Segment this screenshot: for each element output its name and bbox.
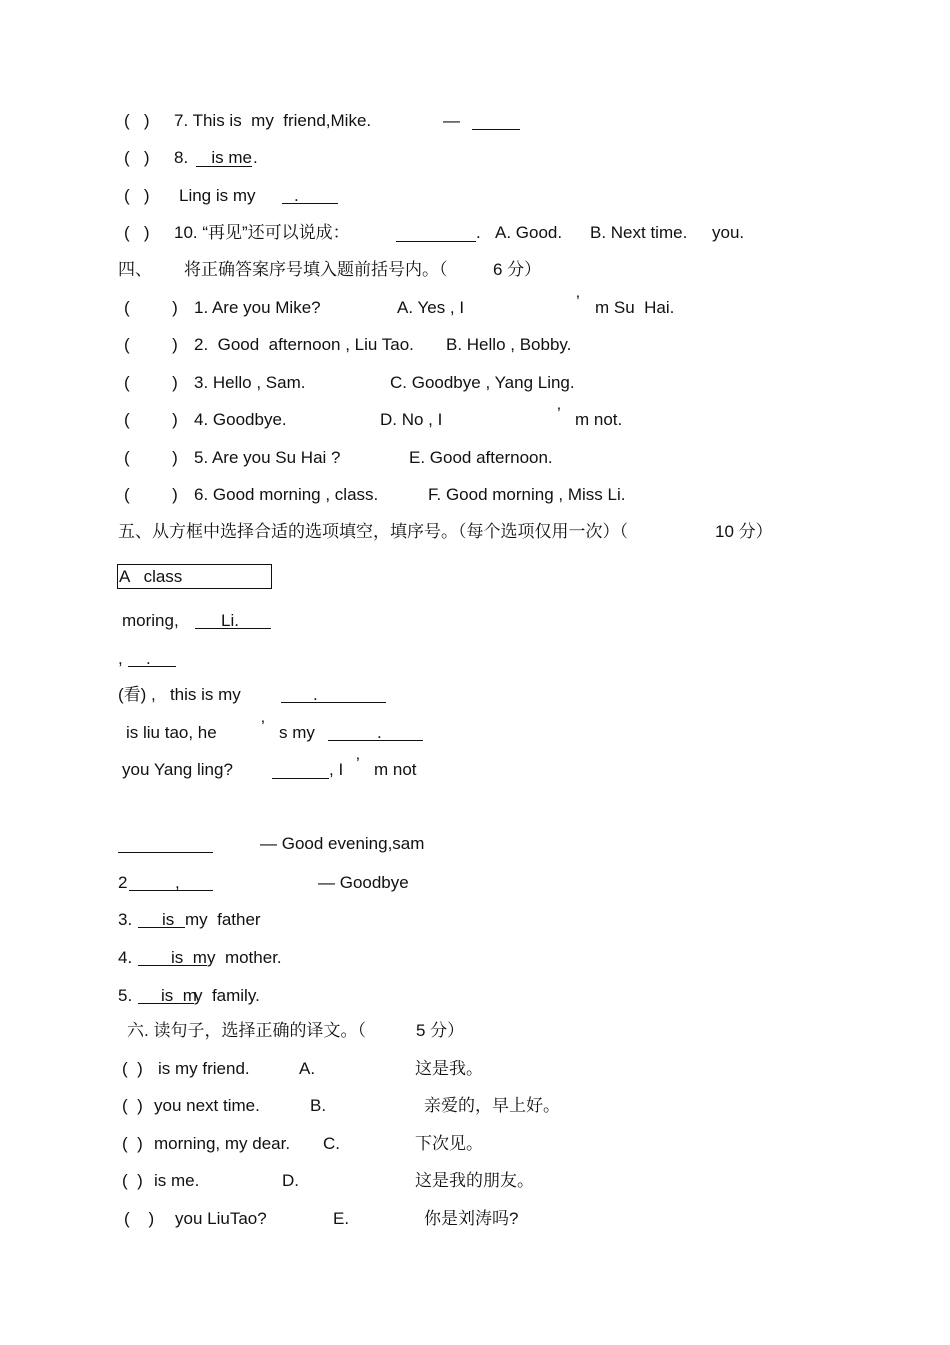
dialog-reply: — Goodbye (318, 873, 409, 892)
question-text: 7. This is my friend,Mike. (174, 111, 372, 130)
question-number: 8. (174, 148, 189, 167)
option-text: C. Goodbye , Yang Ling. (390, 373, 575, 392)
answer-blank[interactable]: is (138, 910, 185, 928)
section-instruction: 五、从方框中选择合适的选项填空，填序号。（每个选项仅用一次）（ (118, 522, 628, 541)
item-number: 3. (118, 910, 133, 929)
dialog-reply: — Good evening,sam (260, 834, 425, 853)
box-option-a: A class (119, 567, 183, 586)
option-a: A. Good. (495, 223, 563, 242)
section-instruction: 将正确答案序号填入题前括号内。（ (184, 260, 448, 279)
question-text: 2. Good afternoon , Liu Tao. (194, 335, 414, 354)
answer-blank[interactable]: Li. (195, 611, 271, 629)
chinese-translation: 亲爱的，早上好。 (424, 1096, 560, 1115)
answer-blank[interactable]: . (282, 186, 338, 204)
answer-blank[interactable]: . (128, 649, 176, 667)
option-letter: B. (310, 1096, 327, 1115)
line-text: s my (279, 723, 315, 742)
answer-paren[interactable]: ( ) (124, 410, 178, 429)
option-tail: m Su Hai. (595, 298, 675, 317)
item-number: 5. (118, 986, 133, 1005)
question-text: 6. Good morning , class. (194, 485, 379, 504)
english-sentence: you LiuTao? (175, 1209, 267, 1228)
question-text: 5. Are you Su Hai ? (194, 448, 341, 467)
line-text: , I (329, 760, 344, 779)
chinese-translation: 这是我的朋友。 (415, 1171, 534, 1190)
answer-blank[interactable]: is m (138, 986, 194, 1004)
answer-paren: ( ) (124, 223, 150, 242)
option-letter: D. (282, 1171, 299, 1190)
apostrophe: ’ (557, 404, 561, 423)
line-text: moring, (122, 611, 179, 630)
answer-paren[interactable]: ( ) (124, 1209, 155, 1228)
question-text: 4. Goodbye. (194, 410, 287, 429)
line-text: y family. (194, 986, 260, 1005)
english-sentence: is my friend. (158, 1059, 250, 1078)
option-letter: E. (333, 1209, 350, 1228)
option-text: B. Hello , Bobby. (446, 335, 572, 354)
answer-paren[interactable]: ( ) (124, 373, 178, 392)
section-score: 10 分） (715, 522, 773, 541)
answer-blank[interactable] (472, 111, 520, 130)
answer-paren: ( ) (124, 111, 150, 130)
option-box (117, 564, 272, 589)
answer-blank[interactable]: is me (196, 148, 252, 167)
section-score: 6 分） (493, 260, 542, 279)
answer-blank[interactable] (118, 834, 213, 853)
option-text: A. Yes , I (397, 298, 465, 317)
chinese-translation: 你是刘涛吗? (424, 1209, 519, 1228)
english-sentence: you next time. (154, 1096, 260, 1115)
option-letter: A. (299, 1059, 316, 1078)
answer-blank[interactable] (396, 223, 476, 242)
item-number: 4. (118, 948, 133, 967)
answer-paren[interactable]: ( ) (124, 335, 178, 354)
option-c: you. (712, 223, 745, 242)
answer-blank[interactable]: , (129, 873, 213, 891)
english-sentence: is me. (154, 1171, 200, 1190)
period: . (253, 148, 258, 167)
line-text: you Yang ling? (122, 760, 233, 779)
section-number: 四、 (118, 260, 152, 279)
english-sentence: morning, my dear. (154, 1134, 291, 1153)
line-text: my father (185, 910, 261, 929)
question-text: Ling is my (179, 186, 256, 205)
option-text: D. No , I (380, 410, 443, 429)
dash: — (443, 111, 460, 130)
section-score: 5 分） (416, 1021, 465, 1040)
answer-paren[interactable]: ( ) (124, 298, 178, 317)
line-text: y mother. (207, 948, 282, 967)
line-text: , (118, 649, 123, 668)
item-number: 2 (118, 873, 128, 892)
option-text: E. Good afternoon. (409, 448, 553, 467)
answer-blank[interactable]: . (328, 723, 423, 741)
line-text: is liu tao, he (126, 723, 217, 742)
section-instruction: 六. 读句子，选择正确的译文。（ (127, 1021, 366, 1040)
question-text: 10. “再见”还可以说成： (174, 223, 350, 242)
option-tail: m not. (575, 410, 623, 429)
chinese-translation: 这是我。 (415, 1059, 483, 1078)
chinese-translation: 下次见。 (415, 1134, 483, 1153)
question-text: 1. Are you Mike? (194, 298, 321, 317)
answer-paren: ( ) (124, 186, 150, 205)
answer-paren[interactable]: ( ) (122, 1059, 143, 1078)
answer-paren[interactable]: ( ) (122, 1134, 143, 1153)
line-text: m not (374, 760, 417, 779)
option-letter: C. (323, 1134, 340, 1153)
question-text: 3. Hello , Sam. (194, 373, 306, 392)
apostrophe: ’ (261, 717, 265, 736)
line-text: (看) , this is my (118, 685, 241, 704)
option-b: B. Next time. (590, 223, 688, 242)
answer-blank[interactable]: . (281, 685, 386, 703)
apostrophe: ’ (356, 754, 360, 773)
option-text: F. Good morning , Miss Li. (428, 485, 626, 504)
answer-paren[interactable]: ( ) (122, 1096, 143, 1115)
answer-paren[interactable]: ( ) (122, 1171, 143, 1190)
apostrophe: ’ (576, 292, 580, 311)
answer-paren[interactable]: ( ) (124, 485, 178, 504)
answer-blank[interactable] (272, 760, 329, 779)
answer-paren: ( ) (124, 148, 150, 167)
answer-paren[interactable]: ( ) (124, 448, 178, 467)
period: . (476, 223, 481, 242)
answer-blank[interactable]: is m (138, 948, 207, 966)
